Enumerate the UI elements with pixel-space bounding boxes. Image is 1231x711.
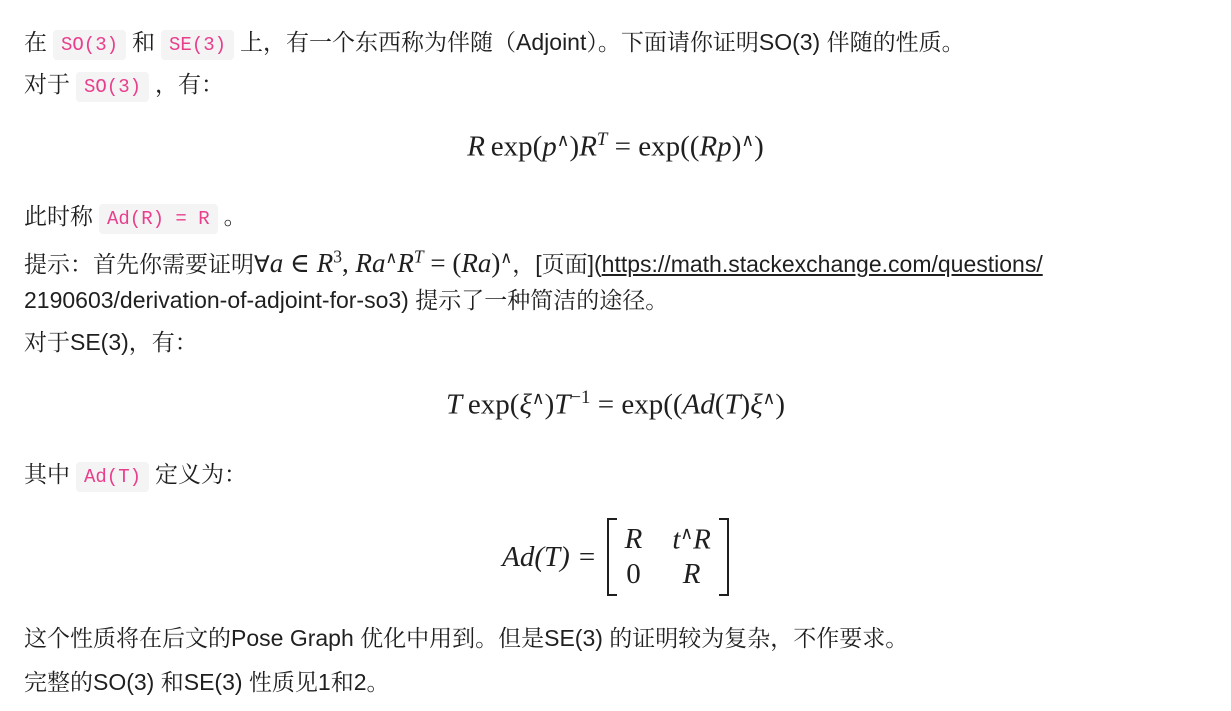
inline-math-hint: a ∈ $R^3$, $Ra^\wedge R^T = (Ra)^\wedge$: [269, 246, 513, 278]
paragraph-where: [24, 458, 247, 493]
math-symbol: T: [596, 129, 608, 151]
matrix-cell: 0: [626, 558, 641, 591]
text: 完整的SO(3) 和SE(3) 性质见1和2。: [24, 669, 390, 695]
math-symbol: R: [693, 523, 711, 556]
equation-se3-adjoint: T $\exp(\xi^\wedge)T^{-1} = \exp((Ad(T)\xi^\wedge)$: [445, 387, 786, 421]
math-symbol: T: [554, 388, 571, 421]
matrix-cell: R: [682, 558, 701, 591]
text: 。: [223, 203, 247, 229]
paragraph-hint: [24, 242, 1043, 280]
equation-so3-adjoint: R $\exp(p^\wedge)R^T = \exp((Rp)^\wedge)$: [467, 129, 764, 163]
math-symbol: ξ: [519, 388, 532, 421]
matrix-cell: t∧R: [672, 522, 711, 556]
paragraph-for-so3: [24, 68, 224, 103]
inline-code-so3: SO(3): [76, 72, 149, 102]
text: ，有：: [155, 71, 225, 97]
text: 2190603/derivation-of-adjoint-for-so3) 提示了一种简洁的途径。: [24, 287, 669, 313]
math-symbol: R: [579, 130, 597, 163]
inline-code-se3: SE(3): [161, 30, 234, 60]
inline-code-adt: Ad(T): [76, 462, 149, 492]
left-bracket: [607, 518, 617, 596]
paragraph-hint-continued: [24, 284, 668, 316]
text: 上，有一个东西称为伴随（Adjoint）。下面请你证明SO(3) 伴随的性质。: [240, 29, 965, 55]
math-symbol: t: [672, 523, 681, 556]
paragraph-ad-definition: [24, 200, 247, 235]
math-lhs: Ad(T) =: [502, 540, 597, 573]
math-symbol: exp: [490, 130, 533, 163]
paragraph-pose-graph: [24, 622, 908, 654]
math-symbol: T: [445, 388, 463, 421]
math-symbol: T: [724, 388, 741, 421]
math-symbol: Ad: [682, 388, 715, 421]
inline-code-so3: SO(3): [53, 30, 126, 60]
text: 对于: [24, 71, 70, 97]
math-symbol: R: [467, 130, 485, 163]
math-symbol: Rp: [699, 130, 732, 163]
text: 其中: [24, 461, 70, 487]
text: 这个性质将在后文的Pose Graph 优化中用到。但是SE(3) 的证明较为复杂，不作要求。: [24, 625, 909, 651]
text: 在: [24, 29, 47, 55]
inline-code-adr: Ad(R) = R: [99, 204, 218, 234]
text: 提示：首先你需要证明∀: [24, 250, 270, 277]
math-symbol: exp: [638, 130, 681, 163]
hint-link[interactable]: https://math.stackexchange.com/questions/: [601, 250, 1043, 277]
text: 对于SE(3)，有：: [24, 329, 198, 355]
matrix-cell: R: [624, 522, 643, 555]
text: 此时称: [24, 203, 93, 229]
paragraph-adjoint-intro: [24, 26, 965, 61]
equation-ad-matrix: [0, 518, 1231, 596]
math-symbol: −1: [570, 387, 591, 409]
math-symbol: ξ: [750, 388, 763, 421]
text: 和: [132, 29, 156, 55]
paragraph-references: [24, 666, 390, 698]
paragraph-for-se3: [24, 326, 198, 358]
matrix: [607, 518, 729, 596]
text: ，[页面](: [512, 250, 602, 277]
right-bracket: [719, 518, 729, 596]
math-symbol: p: [542, 130, 557, 163]
text: 定义为：: [155, 461, 248, 487]
